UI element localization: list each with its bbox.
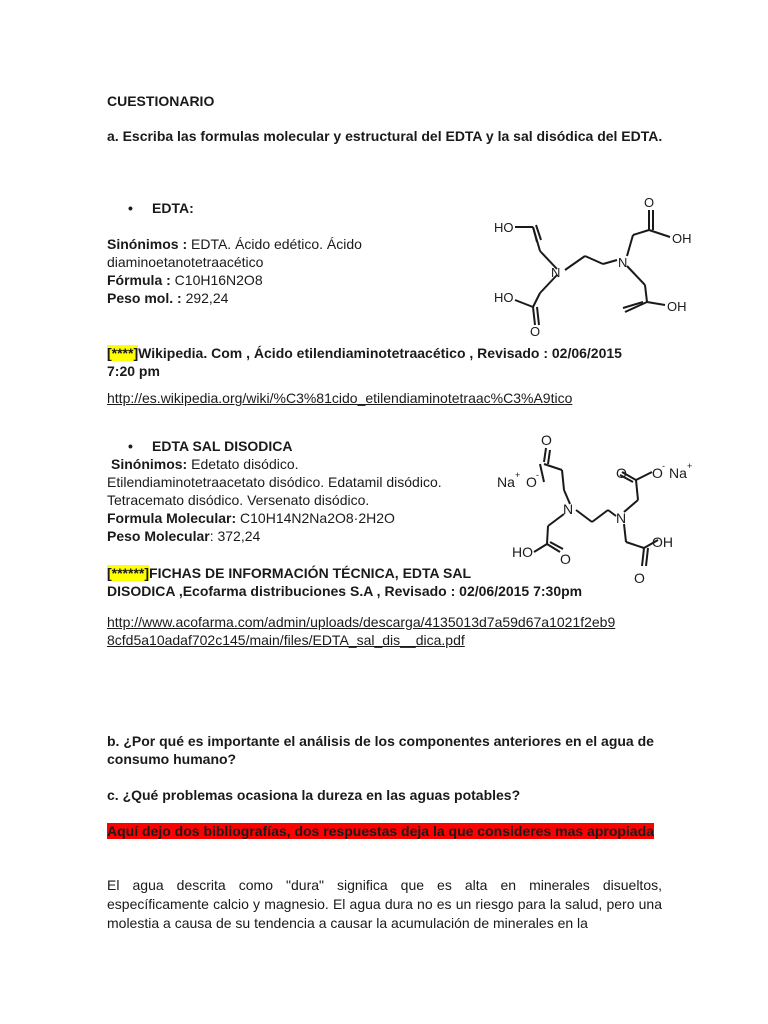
edta-n-label: N [551, 265, 561, 280]
salt-o-label: O [652, 465, 663, 481]
salt-minus-label: - [536, 470, 539, 480]
salt-oh-label: OH [652, 534, 673, 550]
salt-o-label: O [616, 465, 627, 481]
question-a: a. Escriba las formulas molecular y estructural del EDTA y la sal disódica del EDTA. [107, 128, 663, 144]
formula-value: C10H14N2Na2O8·2H2O [240, 510, 395, 526]
salt-reference [107, 564, 667, 600]
synonyms-value-cont: Etilendiaminotetraacetato disódico. Edatamil disódico. [107, 474, 442, 490]
note-text: Aquí dejo dos bibliografías, dos respuestas deja la que consideres mas apropiada [107, 823, 654, 839]
reference-text: Wikipedia. Com , Ácido etilendiaminotetraacético , Revisado : 02/06/2015 [138, 345, 622, 361]
salt-plus-label: + [687, 461, 693, 471]
salt-o-label: O [634, 570, 645, 586]
reference-text: FICHAS DE INFORMACIÓN TÉCNICA, EDTA SAL [149, 565, 472, 581]
synonyms-value: Edetato disódico. [191, 456, 299, 472]
synonyms-value-cont: Tetracemato disódico. Versenato disódico. [107, 492, 370, 508]
edta-structure-diagram [485, 190, 725, 340]
formula-label: Formula Molecular: [107, 510, 241, 526]
salt-heading [128, 437, 293, 455]
reference-text-cont: 7:20 pm [107, 363, 160, 379]
bullet: • [128, 200, 133, 216]
weight-label: Peso Molecular [107, 528, 210, 544]
edta-ho-label: HO [494, 290, 514, 305]
edta-o-label: O [530, 324, 541, 339]
bullet: • [128, 438, 133, 454]
edta-heading [128, 199, 194, 217]
salt-na-label: Na [669, 465, 687, 481]
salt-o-label: O [560, 551, 571, 567]
weight-label: Peso mol. : [107, 290, 186, 306]
edta-n-label: N [618, 255, 628, 270]
weight-value: : 372,24 [209, 528, 261, 544]
edta-reference [107, 344, 667, 380]
link-line[interactable]: 8cfd5a10adaf702c145/main/files/EDTA_sal_dis__dica.pdf [107, 632, 465, 648]
answer-paragraph: El agua descrita como "dura" significa que es alta en minerales disueltos, específicamente calcio y magnesio. El agua dura no es un riesgo para la salud, pero una molestia a causa de su tendencia a causar la acumulación de minerales en la [107, 877, 662, 931]
edta-o-label: O [644, 195, 655, 210]
edta-heading-text: EDTA: [152, 200, 194, 216]
reference-tag: [****] [107, 345, 139, 361]
edta-oh-label: OH [667, 299, 687, 314]
formula-value: C10H16N2O8 [174, 272, 263, 288]
synonyms-value: EDTA. Ácido edético. Ácido [191, 236, 362, 252]
link-line[interactable]: http://www.acofarma.com/admin/uploads/descarga/4135013d7a59d67a1021f2eb9 [107, 614, 616, 630]
edta-oh-label: OH [672, 231, 692, 246]
reference-tag: [******] [107, 565, 150, 581]
synonyms-label: Sinónimos: [111, 456, 192, 472]
salt-heading-text: EDTA SAL DISODICA [152, 438, 293, 454]
reference-text-cont: DISODICA ,Ecofarma distribuciones S.A , Revisado : 02/06/2015 7:30pm [107, 583, 583, 599]
edta-reference-link[interactable]: http://es.wikipedia.org/wiki/%C3%81cido_etilendiaminotetraac%C3%A9tico [107, 390, 573, 406]
salt-na-label: Na [497, 474, 515, 490]
weight-value: 292,24 [185, 290, 229, 306]
formula-label: Fórmula : [107, 272, 175, 288]
edta-synonyms [107, 235, 467, 307]
salt-ho-label: HO [512, 544, 533, 560]
salt-plus-label: + [515, 470, 521, 480]
salt-reference-link[interactable] [107, 613, 677, 649]
salt-synonyms [107, 455, 487, 545]
question-c: c. ¿Qué problemas ocasiona la dureza en las aguas potables? [107, 787, 521, 803]
highlighted-note [107, 822, 667, 840]
edta-ho-label: HO [494, 220, 514, 235]
synonyms-value-cont: diaminoetanotetraacético [107, 254, 264, 270]
salt-n-label: N [616, 510, 627, 526]
salt-o-label: O [541, 432, 552, 448]
synonyms-label: Sinónimos : [107, 236, 191, 252]
salt-n-label: N [563, 501, 574, 517]
salt-minus-label: - [662, 461, 665, 471]
question-b: b. ¿Por qué es importante el análisis de los componentes anteriores en el agua de consumo humano? [107, 733, 654, 767]
page-title: CUESTIONARIO [107, 93, 215, 109]
salt-o-label: O [526, 474, 537, 490]
